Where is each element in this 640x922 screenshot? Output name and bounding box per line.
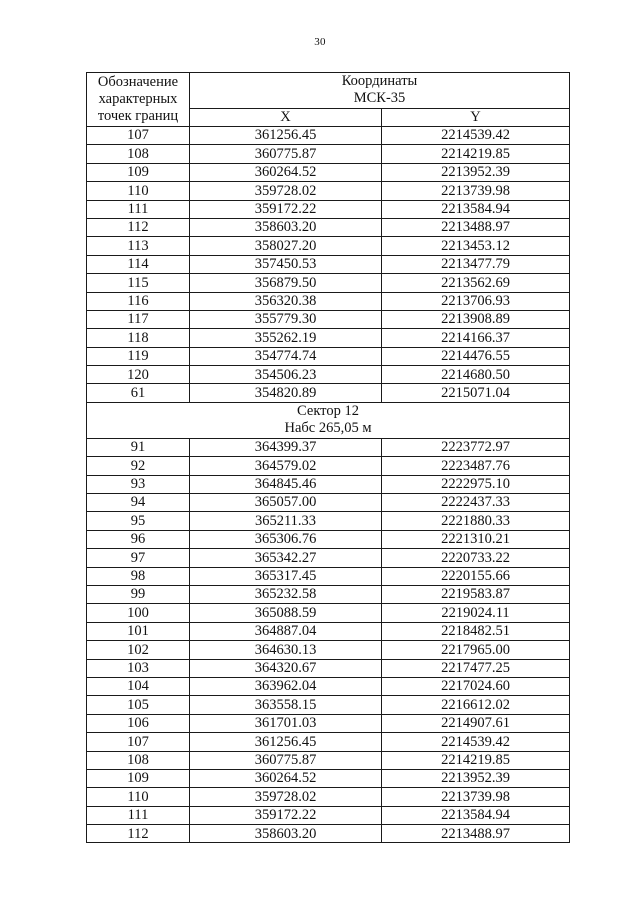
table-row — [87, 567, 570, 585]
point-id-cell: 97 — [87, 549, 190, 567]
y-coordinate-cell: 2214680.50 — [382, 366, 570, 384]
point-id-cell: 108 — [87, 751, 190, 769]
table-row — [87, 714, 570, 732]
table-row — [87, 696, 570, 714]
x-coordinate-cell: 356320.38 — [190, 292, 382, 310]
point-id-cell: 115 — [87, 274, 190, 292]
y-coordinate-cell: 2220733.22 — [382, 549, 570, 567]
x-coordinate-cell: 356879.50 — [190, 274, 382, 292]
table-row — [87, 255, 570, 273]
point-id-cell: 100 — [87, 604, 190, 622]
table-row — [87, 163, 570, 181]
y-coordinate-cell: 2213488.97 — [382, 825, 570, 843]
x-coordinate-cell: 358603.20 — [190, 825, 382, 843]
x-coordinate-cell: 359728.02 — [190, 788, 382, 806]
x-coordinate-cell: 363962.04 — [190, 677, 382, 695]
sector-height: Набс 265,05 м — [284, 420, 372, 437]
point-id-cell: 91 — [87, 438, 190, 456]
table-row — [87, 145, 570, 163]
x-coordinate-cell: 355262.19 — [190, 329, 382, 347]
y-coordinate-cell: 2217024.60 — [382, 677, 570, 695]
y-coordinate-cell: 2214539.42 — [382, 733, 570, 751]
y-coordinate-cell: 2217965.00 — [382, 641, 570, 659]
x-coordinate-cell: 364579.02 — [190, 457, 382, 475]
y-coordinate-cell: 2216612.02 — [382, 696, 570, 714]
point-id-cell: 92 — [87, 457, 190, 475]
sector-row — [87, 402, 570, 438]
x-coordinate-cell: 365306.76 — [190, 530, 382, 548]
table-row — [87, 329, 570, 347]
point-id-cell: 101 — [87, 622, 190, 640]
point-id-cell: 119 — [87, 347, 190, 365]
table-row — [87, 127, 570, 145]
point-id-cell: 102 — [87, 641, 190, 659]
table-row — [87, 641, 570, 659]
table-row — [87, 825, 570, 843]
table-row — [87, 622, 570, 640]
y-coordinate-cell: 2221310.21 — [382, 530, 570, 548]
table-row — [87, 530, 570, 548]
table-row — [87, 457, 570, 475]
coordinates-title: Координаты — [341, 73, 418, 90]
table-row — [87, 549, 570, 567]
table-row — [87, 751, 570, 769]
y-coordinate-cell: 2222975.10 — [382, 475, 570, 493]
x-coordinate-cell: 359172.22 — [190, 806, 382, 824]
x-coordinate-cell: 364887.04 — [190, 622, 382, 640]
y-coordinate-cell: 2221880.33 — [382, 512, 570, 530]
x-coordinate-cell: 357450.53 — [190, 255, 382, 273]
x-coordinate-cell: 358603.20 — [190, 218, 382, 236]
y-coordinate-cell: 2219024.11 — [382, 604, 570, 622]
y-coordinate-cell: 2214907.61 — [382, 714, 570, 732]
point-id-cell: 109 — [87, 769, 190, 787]
sector-section — [87, 402, 570, 438]
sector-title: Сектор 12 — [297, 403, 359, 420]
table-row — [87, 677, 570, 695]
section-2-rows — [87, 438, 570, 843]
x-coordinate-cell: 365057.00 — [190, 494, 382, 512]
x-coordinate-cell: 364630.13 — [190, 641, 382, 659]
y-coordinate-cell: 2219583.87 — [382, 585, 570, 603]
y-coordinate-cell: 2213706.93 — [382, 292, 570, 310]
point-id-cell: 114 — [87, 255, 190, 273]
x-coordinate-cell: 364845.46 — [190, 475, 382, 493]
y-coordinate-cell: 2213952.39 — [382, 163, 570, 181]
table-row — [87, 788, 570, 806]
table-row — [87, 733, 570, 751]
point-id-cell: 111 — [87, 806, 190, 824]
table-row — [87, 769, 570, 787]
point-id-cell: 99 — [87, 585, 190, 603]
header-label-line: характерных — [98, 91, 178, 107]
point-id-cell: 113 — [87, 237, 190, 255]
point-id-cell: 110 — [87, 788, 190, 806]
y-coordinate-cell: 2213488.97 — [382, 218, 570, 236]
x-coordinate-cell: 365088.59 — [190, 604, 382, 622]
point-id-cell: 105 — [87, 696, 190, 714]
y-coordinate-cell: 2213477.79 — [382, 255, 570, 273]
y-coordinate-cell: 2223487.76 — [382, 457, 570, 475]
coordinates-table — [86, 72, 570, 843]
coordinates-header — [190, 73, 570, 109]
point-id-cell: 96 — [87, 530, 190, 548]
point-id-cell: 110 — [87, 182, 190, 200]
point-id-cell: 107 — [87, 733, 190, 751]
x-coordinate-cell: 365211.33 — [190, 512, 382, 530]
table-row — [87, 310, 570, 328]
point-id-cell: 95 — [87, 512, 190, 530]
y-coordinate-cell: 2213453.12 — [382, 237, 570, 255]
point-id-cell: 103 — [87, 659, 190, 677]
table-row — [87, 585, 570, 603]
x-coordinate-cell: 355779.30 — [190, 310, 382, 328]
x-coordinate-cell: 360264.52 — [190, 163, 382, 181]
table-header — [87, 73, 570, 127]
header-label-line: Обозначение — [97, 74, 179, 90]
y-coordinate-cell: 2213908.89 — [382, 310, 570, 328]
x-column-header: X — [190, 108, 382, 126]
coordinate-system: МСК-35 — [353, 90, 406, 107]
table-row — [87, 438, 570, 456]
point-id-cell: 93 — [87, 475, 190, 493]
x-coordinate-cell: 364399.37 — [190, 438, 382, 456]
table-row — [87, 218, 570, 236]
point-id-cell: 104 — [87, 677, 190, 695]
y-coordinate-cell: 2214476.55 — [382, 347, 570, 365]
y-coordinate-cell: 2213739.98 — [382, 788, 570, 806]
x-coordinate-cell: 365232.58 — [190, 585, 382, 603]
point-id-cell: 98 — [87, 567, 190, 585]
y-coordinate-cell: 2214219.85 — [382, 751, 570, 769]
y-coordinate-cell: 2213584.94 — [382, 200, 570, 218]
table-row — [87, 237, 570, 255]
table-row — [87, 366, 570, 384]
sector-heading — [87, 402, 570, 438]
y-coordinate-cell: 2214539.42 — [382, 127, 570, 145]
y-coordinate-cell: 2213952.39 — [382, 769, 570, 787]
table-row — [87, 475, 570, 493]
table-row — [87, 806, 570, 824]
y-coordinate-cell: 2214166.37 — [382, 329, 570, 347]
point-id-cell: 107 — [87, 127, 190, 145]
y-coordinate-cell: 2213739.98 — [382, 182, 570, 200]
x-coordinate-cell: 360775.87 — [190, 145, 382, 163]
table-row — [87, 494, 570, 512]
x-coordinate-cell: 359172.22 — [190, 200, 382, 218]
y-coordinate-cell: 2213584.94 — [382, 806, 570, 824]
y-coordinate-cell: 2223772.97 — [382, 438, 570, 456]
y-coordinate-cell: 2213562.69 — [382, 274, 570, 292]
x-coordinate-cell: 361256.45 — [190, 733, 382, 751]
x-coordinate-cell: 358027.20 — [190, 237, 382, 255]
point-id-cell: 111 — [87, 200, 190, 218]
table-row — [87, 384, 570, 402]
x-coordinate-cell: 354820.89 — [190, 384, 382, 402]
point-id-cell: 108 — [87, 145, 190, 163]
table-row — [87, 659, 570, 677]
point-id-cell: 116 — [87, 292, 190, 310]
table-row — [87, 182, 570, 200]
y-column-header: Y — [382, 108, 570, 126]
table-row — [87, 347, 570, 365]
x-coordinate-cell: 365342.27 — [190, 549, 382, 567]
point-id-cell: 109 — [87, 163, 190, 181]
x-coordinate-cell: 360264.52 — [190, 769, 382, 787]
header-label-line: точек границ — [97, 108, 179, 124]
x-coordinate-cell: 363558.15 — [190, 696, 382, 714]
table-row — [87, 512, 570, 530]
table-row — [87, 292, 570, 310]
point-id-cell: 61 — [87, 384, 190, 402]
x-coordinate-cell: 365317.45 — [190, 567, 382, 585]
table-row — [87, 604, 570, 622]
x-coordinate-cell: 354506.23 — [190, 366, 382, 384]
x-coordinate-cell: 354774.74 — [190, 347, 382, 365]
table-row — [87, 200, 570, 218]
y-coordinate-cell: 2217477.25 — [382, 659, 570, 677]
x-coordinate-cell: 361701.03 — [190, 714, 382, 732]
point-id-cell: 112 — [87, 825, 190, 843]
x-coordinate-cell: 364320.67 — [190, 659, 382, 677]
point-id-cell: 120 — [87, 366, 190, 384]
point-id-cell: 94 — [87, 494, 190, 512]
point-id-cell: 117 — [87, 310, 190, 328]
table-row — [87, 274, 570, 292]
y-coordinate-cell: 2215071.04 — [382, 384, 570, 402]
point-id-cell: 112 — [87, 218, 190, 236]
point-designation-header — [87, 73, 190, 127]
x-coordinate-cell: 361256.45 — [190, 127, 382, 145]
x-coordinate-cell: 359728.02 — [190, 182, 382, 200]
y-coordinate-cell: 2218482.51 — [382, 622, 570, 640]
point-id-cell: 118 — [87, 329, 190, 347]
page-number: 30 — [314, 36, 326, 48]
point-id-cell: 106 — [87, 714, 190, 732]
section-1-rows — [87, 127, 570, 403]
y-coordinate-cell: 2220155.66 — [382, 567, 570, 585]
y-coordinate-cell: 2214219.85 — [382, 145, 570, 163]
y-coordinate-cell: 2222437.33 — [382, 494, 570, 512]
x-coordinate-cell: 360775.87 — [190, 751, 382, 769]
